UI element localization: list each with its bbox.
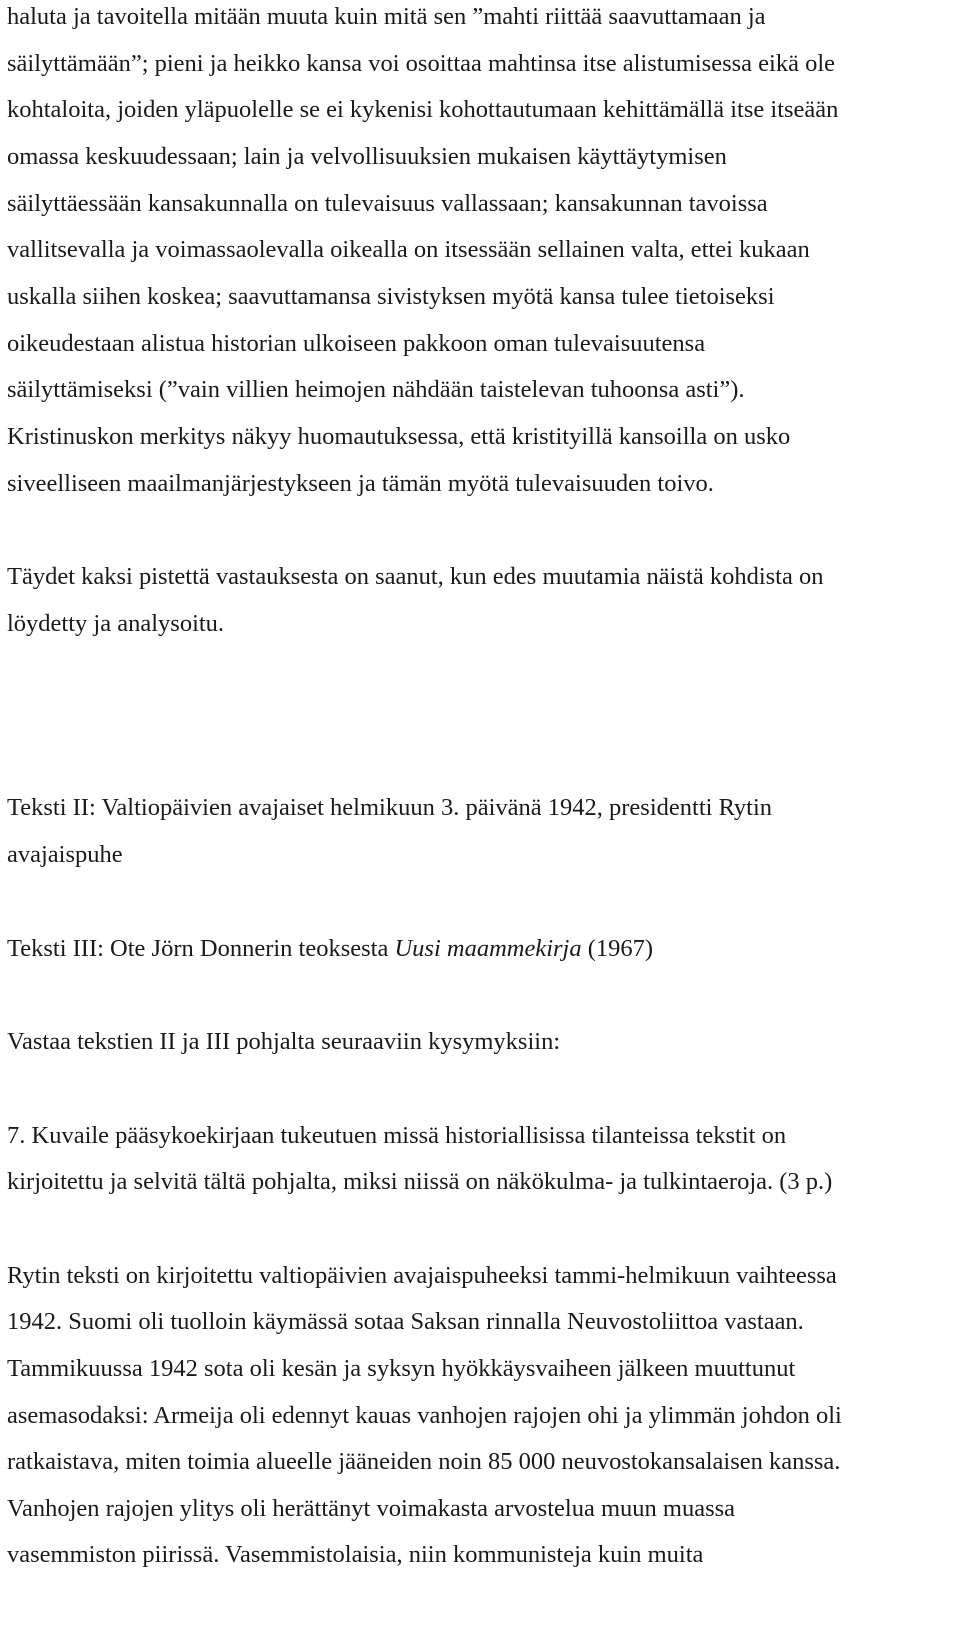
paragraph-line: säilyttämään”; pieni ja heikko kansa voi osoittaa mahtinsa itse alistumisessa eikä ole [7, 50, 836, 77]
answer-line: ratkaistava, miten toimia alueelle jääneiden noin 85 000 neuvostokansalaisen kanssa. [7, 1448, 841, 1475]
answer-line: vasemmiston piirissä. Vasemmistolaisia, niin kommunisteja kuin muita [7, 1541, 704, 1568]
answer-line: Vanhojen rajojen ylitys oli herättänyt voimakasta arvostelua muun muassa [7, 1495, 736, 1522]
paragraph-line: omassa keskuudessaan; lain ja velvollisuuksien mukaisen käyttäytymisen [7, 143, 727, 170]
paragraph-line: oikeudestaan alistua historian ulkoiseen pakkoon oman tulevaisuutensa [7, 330, 706, 357]
text-2-heading: Teksti II: Valtiopäivien avajaiset helmikuun 3. päivänä 1942, presidentti Rytin [7, 794, 773, 821]
text-3-heading [7, 937, 653, 962]
question-7: 7. Kuvaile pääsykoekirjaan tukeutuen missä historiallisissa tilanteissa tekstit on [7, 1122, 787, 1149]
paragraph-line: siveelliseen maailmanjärjestykseen ja tämän myötä tulevaisuuden toivo. [7, 470, 714, 497]
paragraph-line: kohtaloita, joiden yläpuolelle se ei kykenisi kohottautumaan kehittämällä itse itseään [7, 96, 839, 123]
paragraph-line: säilyttämiseksi (”vain villien heimojen nähdään taistelevan tuhoonsa asti”). [7, 376, 745, 403]
paragraph-line: uskalla siihen koskea; saavuttamansa sivistyksen myötä kansa tulee tietoiseksi [7, 283, 775, 310]
answer-line: Tammikuussa 1942 sota oli kesän ja syksyn hyökkäysvaiheen jälkeen muuttunut [7, 1355, 796, 1382]
instruction: Vastaa tekstien II ja III pohjalta seuraaviin kysymyksiin: [7, 1028, 561, 1055]
answer-line: 1942. Suomi oli tuolloin käymässä sotaa Saksan rinnalla Neuvostoliittoa vastaan. [7, 1308, 804, 1335]
text-3-prefix: Teksti III: Ote Jörn Donnerin teoksesta [7, 935, 395, 962]
paragraph-line: Kristinuskon merkitys näkyy huomautuksessa, että kristityillä kansoilla on usko [7, 423, 791, 450]
answer-line: Rytin teksti on kirjoitettu valtiopäivien avajaispuheeksi tammi-helmikuun vaihteessa [7, 1262, 837, 1289]
text-2-heading: avajaispuhe [7, 841, 123, 868]
paragraph-line: vallitsevalla ja voimassaolevalla oikealla on itsessään sellainen valta, ettei kukaan [7, 236, 810, 263]
paragraph-line: säilyttäessään kansakunnalla on tulevaisuus vallassaan; kansakunnan tavoissa [7, 190, 768, 217]
book-title: Uusi maammekirja [394, 935, 582, 962]
scoring-note-line: löydetty ja analysoitu. [7, 610, 225, 637]
scoring-note-line: Täydet kaksi pistettä vastauksesta on saanut, kun edes muutamia näistä kohdista on [7, 563, 824, 590]
text-3-suffix: (1967) [581, 935, 654, 962]
question-7: kirjoitettu ja selvitä tältä pohjalta, miksi niissä on näkökulma- ja tulkintaeroja. (3 p.) [7, 1168, 833, 1195]
paragraph-line: haluta ja tavoitella mitään muuta kuin mitä sen ”mahti riittää saavuttamaan ja [7, 3, 766, 30]
answer-line: asemasodaksi: Armeija oli edennyt kauas vanhojen rajojen ohi ja ylimmän johdon oli [7, 1402, 842, 1429]
